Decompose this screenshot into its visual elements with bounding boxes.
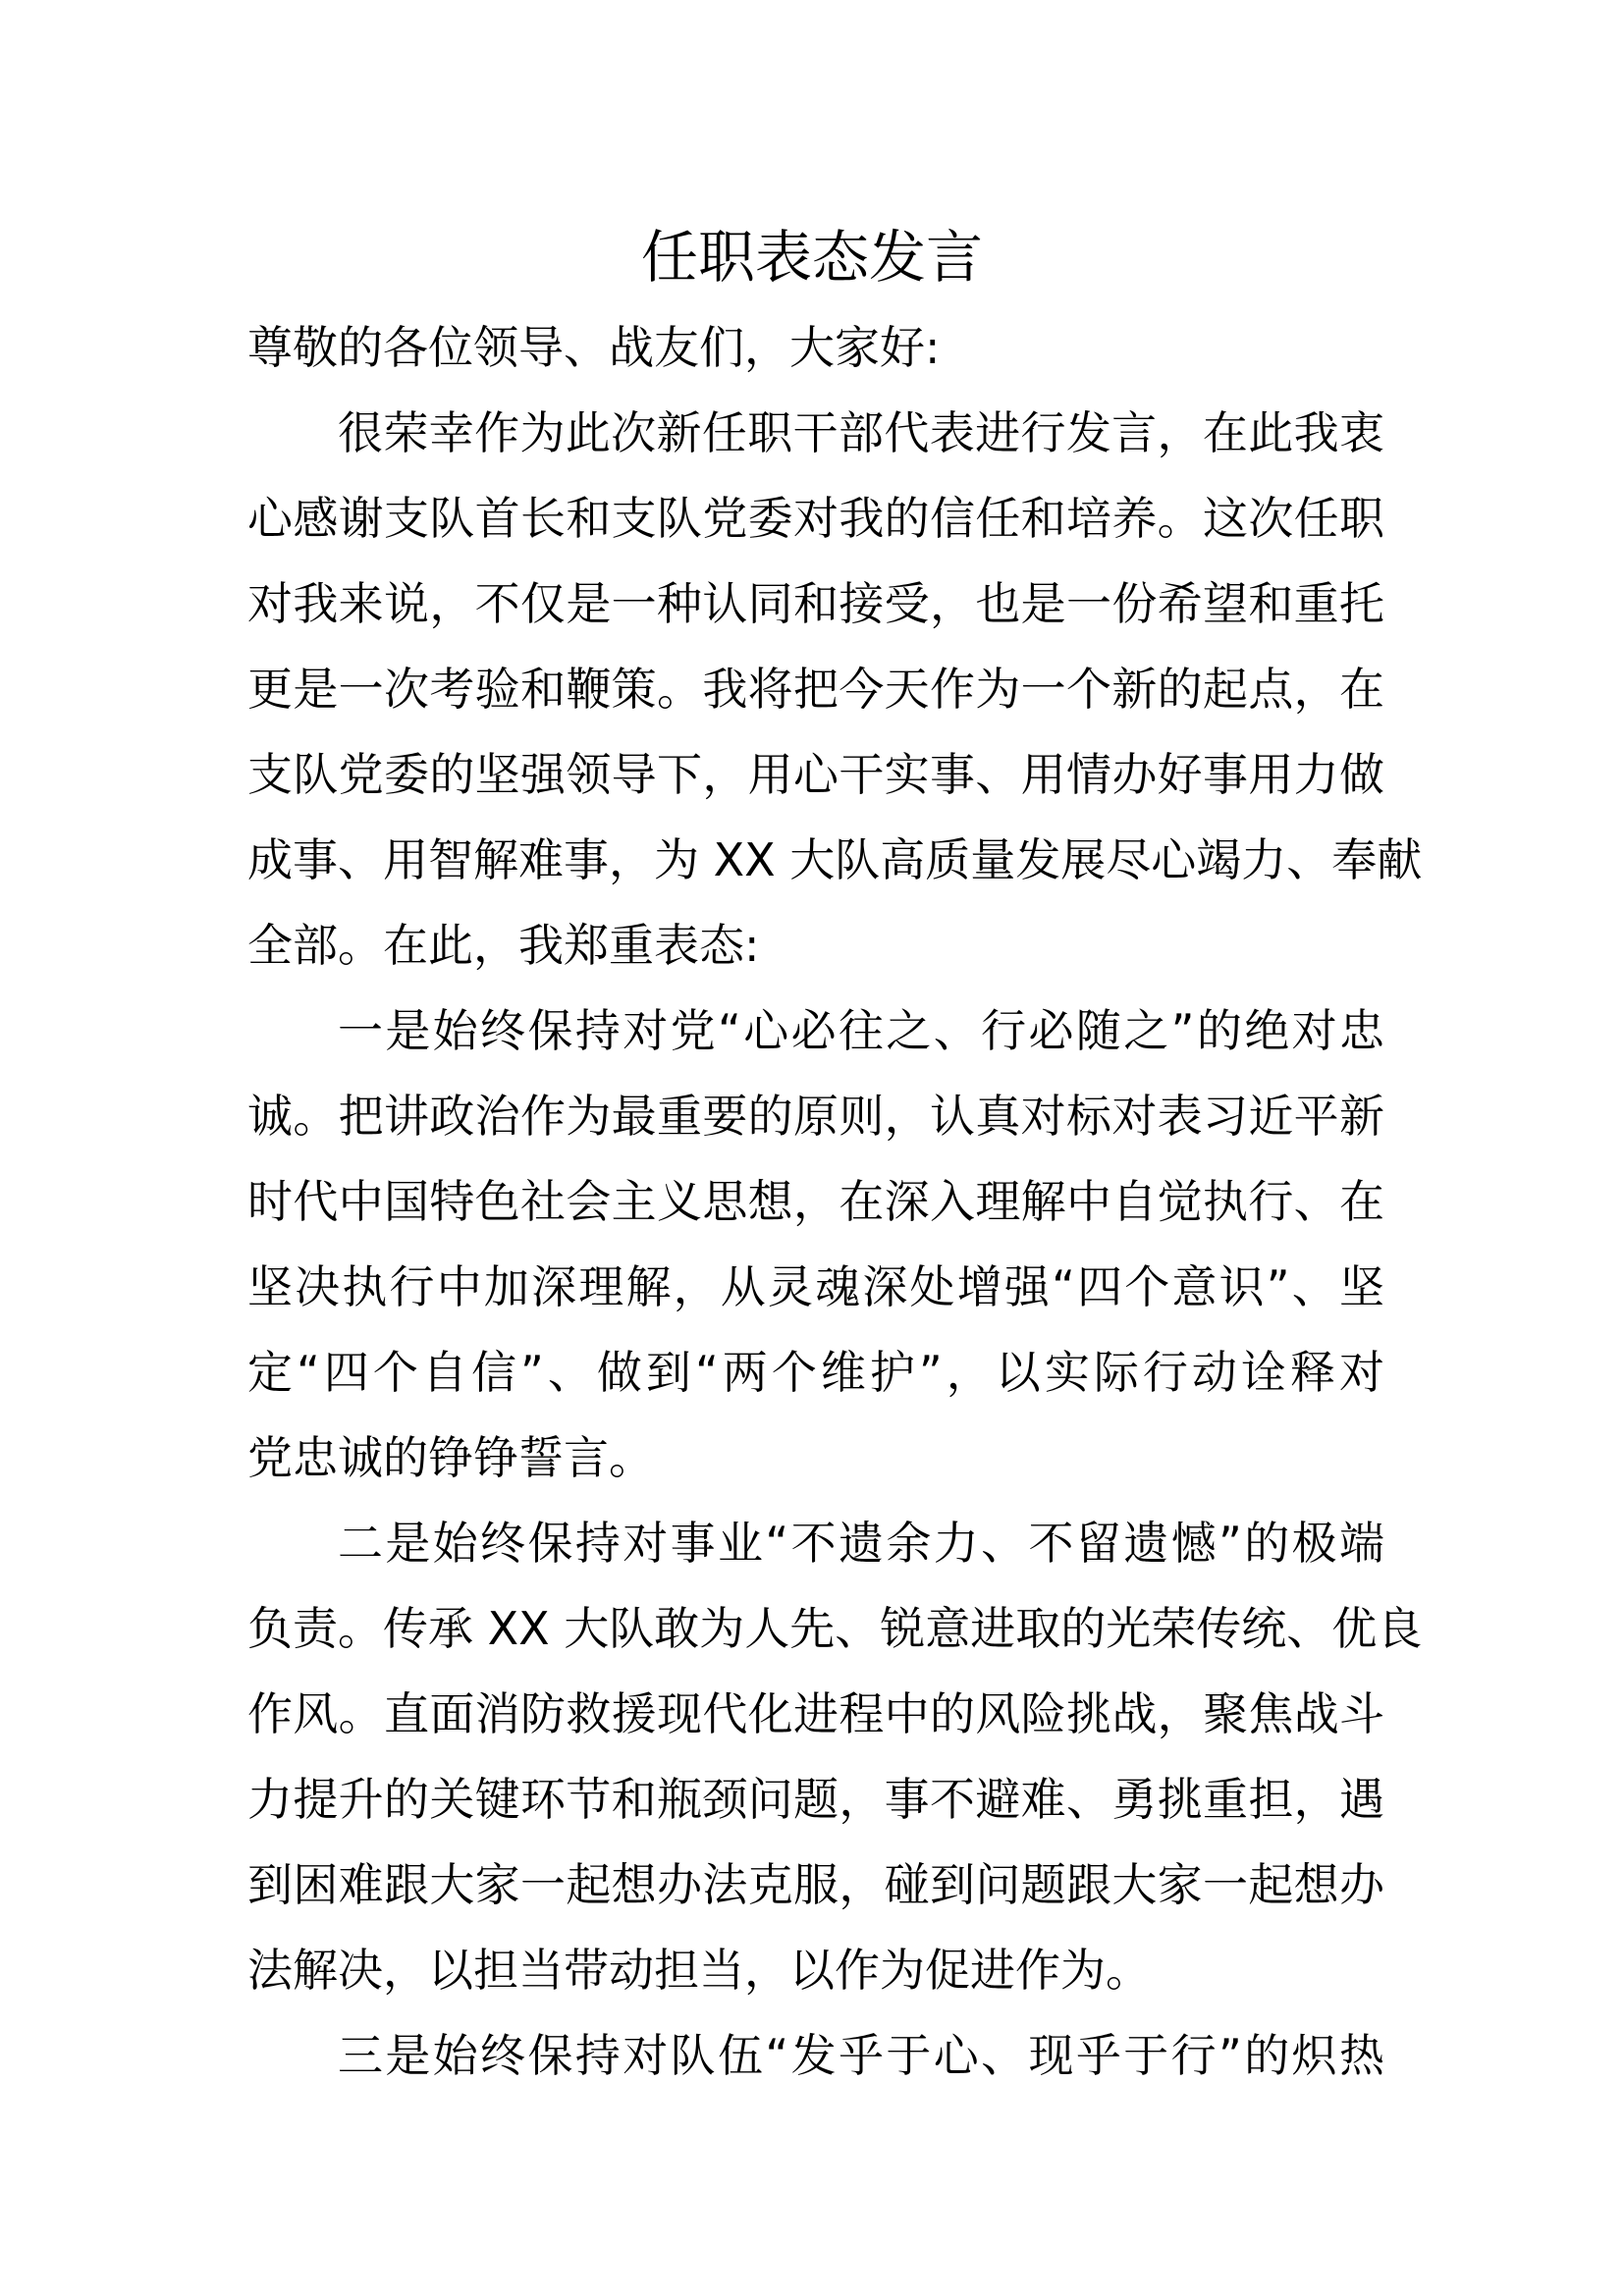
text-line: 支队党委的坚强领导下，用心干实事、用情办好事用力做 bbox=[247, 748, 1384, 801]
text-line: 法解决，以担当带动担当，以作为促进作为。 bbox=[247, 1944, 1151, 1997]
text-line: 坚决执行中加深理解，从灵魂深处增强“四个意识”、坚 bbox=[247, 1260, 1384, 1313]
text-line: 定“四个自信”、做到“两个维护”，以实际行动诠释对 bbox=[247, 1346, 1384, 1399]
text-line: 三是始终保持对队伍“发乎于心、现乎于行”的炽热 bbox=[338, 2029, 1384, 2082]
text-line: 成事、用智解难事，为 XX 大队高质量发展尽心竭力、奉献 bbox=[247, 833, 1423, 886]
text-line: 全部。在此，我郑重表态: bbox=[247, 919, 760, 972]
text-line: 二是始终保持对事业“不遗余力、不留遗憾”的极端 bbox=[338, 1517, 1384, 1570]
text-line: 更是一次考验和鞭策。我将把今天作为一个新的起点，在 bbox=[247, 663, 1384, 716]
text-line: 到困难跟大家一起想办法克服，碰到问题跟大家一起想办 bbox=[247, 1858, 1384, 1911]
text-line: 负责。传承 XX 大队敢为人先、锐意进取的光荣传统、优良 bbox=[247, 1602, 1423, 1655]
text-line: 一是始终保持对党“心必往之、行必随之”的绝对忠 bbox=[338, 1004, 1384, 1057]
text-line: 时代中国特色社会主义思想，在深入理解中自觉执行、在 bbox=[247, 1175, 1384, 1228]
text-line: 诚。把讲政治作为最重要的原则，认真对标对表习近平新 bbox=[247, 1090, 1384, 1143]
document-title: 任职表态发言 bbox=[640, 224, 983, 291]
text-line: 尊敬的各位领导、战友们，大家好: bbox=[247, 321, 941, 374]
text-line: 作风。直面消防救援现代化进程中的风险挑战，聚焦战斗 bbox=[247, 1687, 1384, 1740]
text-line: 党忠诚的铮铮誓言。 bbox=[247, 1431, 654, 1484]
document-body bbox=[247, 305, 1423, 2099]
text-line: 心感谢支队首长和支队党委对我的信任和培养。这次任职 bbox=[247, 492, 1384, 545]
text-line: 对我来说，不仅是一种认同和接受，也是一份希望和重托 bbox=[247, 577, 1384, 630]
text-line: 力提升的关键环节和瓶颈问题，事不避难、勇挑重担，遇 bbox=[247, 1773, 1384, 1826]
text-line: 很荣幸作为此次新任职干部代表进行发言，在此我衷 bbox=[338, 406, 1384, 459]
